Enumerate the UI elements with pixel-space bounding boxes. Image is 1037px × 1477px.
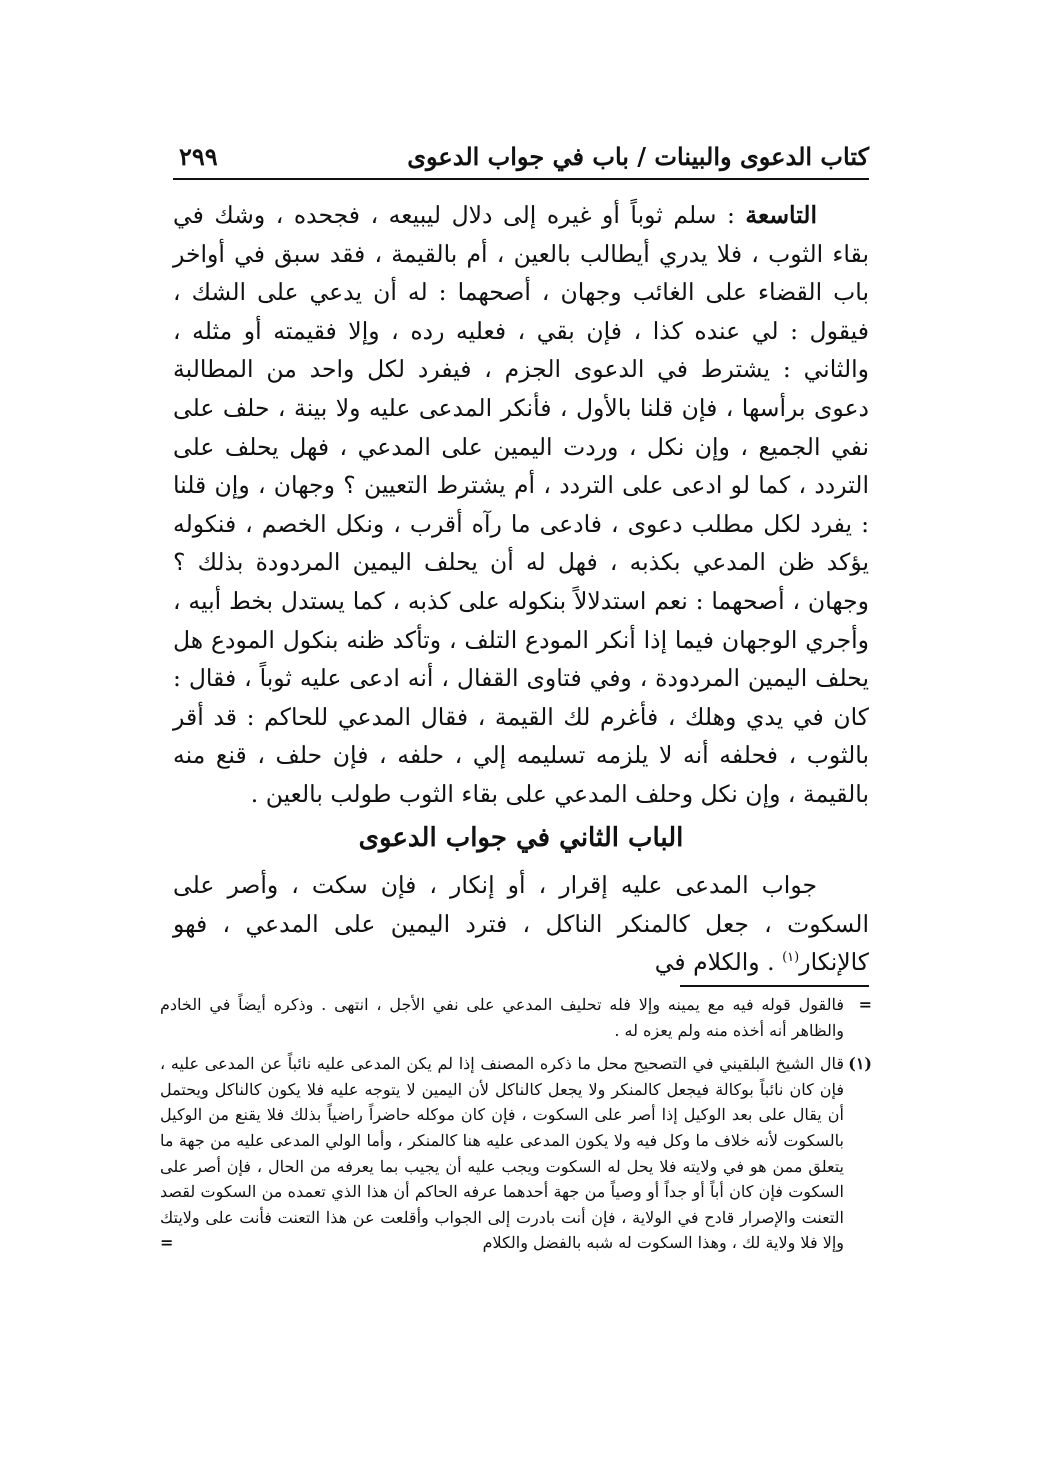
paragraph-lead-word: التاسعة [745, 201, 817, 229]
page-number: ٢٩٩ [179, 142, 218, 171]
footnote-continuation [160, 992, 872, 1043]
main-text [173, 196, 869, 814]
footnote-continuation-text: فالقول قوله فيه مع يمينه وإلا فله تحليف المدعي على نفي الأجل ، انتهى . وذكره أيضاً في الخادم والظاهر أنه أخذه منه ولم يعزه له . [160, 995, 844, 1040]
footnote-1 [160, 1051, 872, 1256]
paragraph-ninth-case [173, 196, 869, 814]
paragraph-text: : سلم ثوباً أو غيره إلى دلال ليبيعه ، فجحده ، وشك في بقاء الثوب ، فلا يدري أيطالب بالعين ، أم بالقيمة ، فقد سبق في أواخر باب القضاء على الغائب وجهان ، أصحهما : له أن يدعي على الشك ، فيقول : لي عنده كذا ، فإن بقي ، فعليه رده ، وإلا فقيمته أو مثله ، والثاني : يشترط في الدعوى الجزم ، فيفرد لكل واحد من المطالبة دعوى برأسها ، فإن قلنا بالأول ، فأنكر المدعى عليه ولا بينة ، حلف على نفي الجميع ، وإن نكل ، وردت اليمين على المدعي ، فهل يحلف على التردد ، كما لو ادعى على التردد ، أم يشترط التعيين ؟ وجهان ، وإن قلنا : يفرد لكل مطلب دعوى ، فادعى ما رآه أقرب ، ونكل الخصم ، فنكوله يؤكد ظن المدعي بكذبه ، فهل له أن يحلف اليمين المردودة بذلك ؟ وجهان ، أصحهما : نعم استدلالاً بنكوله على كذبه ، كما يستدل بخط أبيه ، وأجري الوجهان فيما إذا أنكر المودع التلف ، وتأكد ظنه بنكول المودع هل يحلف اليمين المردودة ، وفي فتاوى القفال ، أنه ادعى عليه ثوباً ، فقال : كان في يدي وهلك ، فأغرم لك القيمة ، فقال المدعي للحاكم : قد أقر بالثوب ، فحلفه أنه لا يلزمه تسليمه إلي ، حلفه ، فإن حلف ، قنع منه بالقيمة ، وإن نكل وحلف المدعي على بقاء الثوب طولب بالعين . [173, 201, 869, 808]
section-text [173, 866, 869, 982]
running-header [173, 138, 869, 180]
footnote-reference: (١) [782, 950, 800, 966]
section-text-after-note: . والكلام في [654, 948, 783, 977]
section-paragraph [173, 866, 869, 982]
footnote-continues-mark: = [160, 1233, 174, 1253]
section-heading: الباب الثاني في جواب الدعوى [358, 823, 684, 853]
section-text-before-note: جواب المدعى عليه إقرار ، أو إنكار ، فإن سكت ، وأصر على السكوت ، جعل كالمنكر الناكل ، فترد اليمين على المدعي ، فهو كالإنكار [173, 871, 869, 977]
footnote-1-mark: (١) [848, 1054, 872, 1074]
footnotes [160, 992, 872, 1256]
footnote-divider [680, 985, 869, 987]
header-title: كتاب الدعوى والبينات / باب في جواب الدعوى [407, 142, 869, 171]
continuation-mark: = [858, 995, 872, 1014]
footnote-1-text: قال الشيخ البلقيني في التصحيح محل ما ذكره المصنف إذا لم يكن المدعى عليه نائباً عن المدعى عليه ، فإن كان نائباً بوكالة فيجعل كالمنكر ولا يجعل كالناكل لأن اليمين لا يتوجه عليه فلا يكون كالناكل ويحتمل أن يقال على بعد الوكيل إذا أصر على السكوت ، فإن كان موكله حاضراً راضياً بذلك فلا يقنع من الوكيل بالسكوت لأنه خلاف ما وكل فيه ولا يكون المدعى عليه هنا كالمنكر ، وأما الولي المدعى عليه من جهة ما يتعلق ممن هو في ولايته فلا يحل له السكوت ويجب عليه أن يجيب بما يعرفه من الحال ، فإن أصر على السكوت فإن كان أباً أو جداً أو وصياً من جهة أحدهما عرفه الحاكم أن هذا الذي تعمده من السكوت لقصد التعنت والإصرار قادح في الولاية ، فإن أنت بادرت إلى الجواب وأقلعت عن هذا التعنت فأنت على ولايتك وإلا فلا ولاية لك ، وهذا السكوت له شبه بالفضل والكلام [160, 1054, 845, 1253]
